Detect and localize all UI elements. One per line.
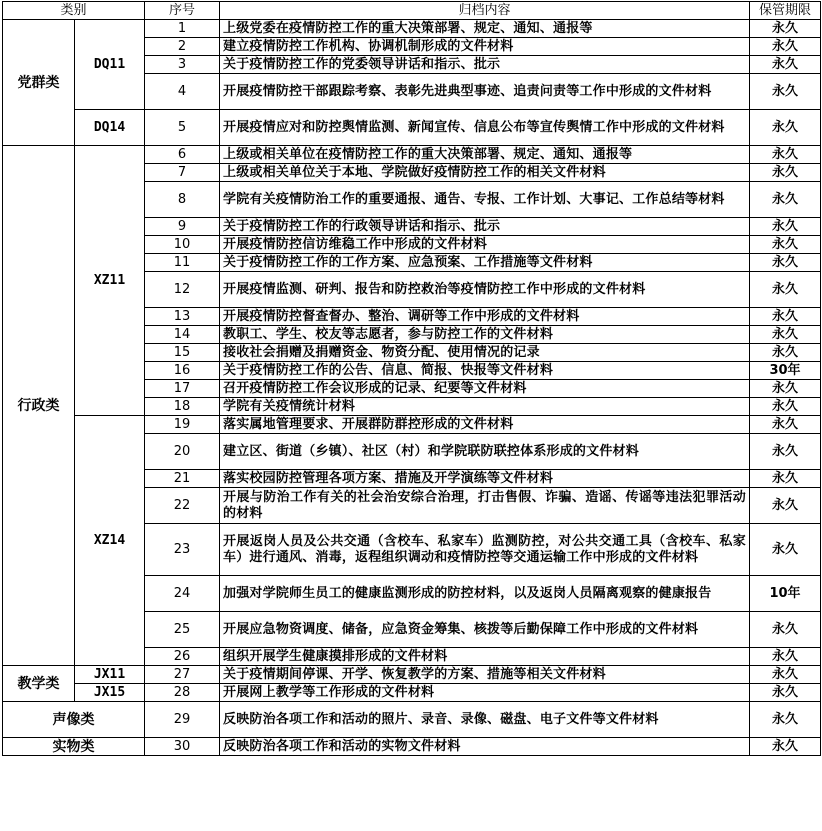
archive-table (2, 1, 821, 756)
row-number: 2 (145, 38, 220, 56)
row-period: 永久 (750, 308, 821, 326)
header-number: 序号 (145, 2, 220, 20)
row-content: 上级或相关单位关于本地、学院做好疫情防控工作的相关文件材料 (220, 164, 750, 182)
row-number: 25 (145, 612, 220, 648)
code-dq11: DQ11 (75, 20, 145, 110)
row-number: 4 (145, 74, 220, 110)
row-period: 永久 (750, 164, 821, 182)
row-number: 3 (145, 56, 220, 74)
row-content: 开展与防治工作有关的社会治安综合治理，打击售假、诈骗、造谣、传谣等违法犯罪活动的材料 (220, 488, 750, 524)
row-period: 永久 (750, 182, 821, 218)
row-number: 5 (145, 110, 220, 146)
code-dq14: DQ14 (75, 110, 145, 146)
row-period: 永久 (750, 470, 821, 488)
row-number: 7 (145, 164, 220, 182)
category-party: 党群类 (3, 20, 75, 146)
row-period: 永久 (750, 110, 821, 146)
row-period: 永久 (750, 612, 821, 648)
row-period: 永久 (750, 398, 821, 416)
row-period: 永久 (750, 524, 821, 576)
row-content: 开展应急物资调度、储备，应急资金筹集、核拨等后勤保障工作中形成的文件材料 (220, 612, 750, 648)
row-content: 开展疫情防控干部跟踪考察、表彰先进典型事迹、追责问责等工作中形成的文件材料 (220, 74, 750, 110)
row-content: 反映防治各项工作和活动的实物文件材料 (220, 738, 750, 756)
row-number: 8 (145, 182, 220, 218)
code-jx15: JX15 (75, 684, 145, 702)
table-row (3, 20, 821, 38)
row-content: 开展疫情防控督查督办、整治、调研等工作中形成的文件材料 (220, 308, 750, 326)
row-number: 27 (145, 666, 220, 684)
header-period: 保管期限 (750, 2, 821, 20)
header-row (3, 2, 821, 20)
row-number: 22 (145, 488, 220, 524)
row-content: 上级党委在疫情防控工作的重大决策部署、规定、通知、通报等 (220, 20, 750, 38)
row-period: 永久 (750, 218, 821, 236)
row-number: 11 (145, 254, 220, 272)
row-period: 永久 (750, 326, 821, 344)
row-period: 10年 (750, 576, 821, 612)
header-category: 类别 (3, 2, 145, 20)
row-period: 永久 (750, 20, 821, 38)
row-period: 30年 (750, 362, 821, 380)
row-number: 30 (145, 738, 220, 756)
row-number: 1 (145, 20, 220, 38)
row-period: 永久 (750, 434, 821, 470)
row-number: 17 (145, 380, 220, 398)
row-period: 永久 (750, 738, 821, 756)
table-row (3, 110, 821, 146)
row-content: 召开疫情防控工作会议形成的记录、纪要等文件材料 (220, 380, 750, 398)
row-content: 建立疫情防控工作机构、协调机制形成的文件材料 (220, 38, 750, 56)
row-number: 18 (145, 398, 220, 416)
row-content: 反映防治各项工作和活动的照片、录音、录像、磁盘、电子文件等文件材料 (220, 702, 750, 738)
table-row (3, 702, 821, 738)
row-number: 20 (145, 434, 220, 470)
row-content: 关于疫情防控工作的行政领导讲话和指示、批示 (220, 218, 750, 236)
row-number: 28 (145, 684, 220, 702)
row-period: 永久 (750, 684, 821, 702)
table-row (3, 738, 821, 756)
row-number: 24 (145, 576, 220, 612)
category-admin: 行政类 (3, 146, 75, 666)
row-content: 关于疫情防控工作的工作方案、应急预案、工作措施等文件材料 (220, 254, 750, 272)
row-period: 永久 (750, 380, 821, 398)
row-number: 13 (145, 308, 220, 326)
code-jx11: JX11 (75, 666, 145, 684)
category-teaching: 教学类 (3, 666, 75, 702)
row-number: 29 (145, 702, 220, 738)
row-number: 12 (145, 272, 220, 308)
table-row (3, 146, 821, 164)
category-audiovisual: 声像类 (3, 702, 145, 738)
row-content: 加强对学院师生员工的健康监测形成的防控材料，以及返岗人员隔离观察的健康报告 (220, 576, 750, 612)
row-content: 教职工、学生、校友等志愿者，参与防控工作的文件材料 (220, 326, 750, 344)
row-content: 落实校园防控管理各项方案、措施及开学演练等文件材料 (220, 470, 750, 488)
row-period: 永久 (750, 146, 821, 164)
header-content: 归档内容 (220, 2, 750, 20)
table-row (3, 416, 821, 434)
row-content: 落实属地管理要求、开展群防群控形成的文件材料 (220, 416, 750, 434)
row-period: 永久 (750, 74, 821, 110)
row-period: 永久 (750, 344, 821, 362)
row-content: 关于疫情防控工作的公告、信息、简报、快报等文件材料 (220, 362, 750, 380)
row-number: 15 (145, 344, 220, 362)
row-content: 接收社会捐赠及捐赠资金、物资分配、使用情况的记录 (220, 344, 750, 362)
row-content: 上级或相关单位在疫情防控工作的重大决策部署、规定、通知、通报等 (220, 146, 750, 164)
row-period: 永久 (750, 254, 821, 272)
row-number: 16 (145, 362, 220, 380)
row-period: 永久 (750, 702, 821, 738)
row-content: 关于疫情期间停课、开学、恢复教学的方案、措施等相关文件材料 (220, 666, 750, 684)
row-content: 开展疫情应对和防控舆情监测、新闻宣传、信息公布等宣传舆情工作中形成的文件材料 (220, 110, 750, 146)
row-number: 19 (145, 416, 220, 434)
row-content: 关于疫情防控工作的党委领导讲话和指示、批示 (220, 56, 750, 74)
row-number: 10 (145, 236, 220, 254)
row-period: 永久 (750, 38, 821, 56)
row-period: 永久 (750, 648, 821, 666)
code-xz14: XZ14 (75, 416, 145, 666)
row-period: 永久 (750, 272, 821, 308)
row-number: 26 (145, 648, 220, 666)
row-number: 6 (145, 146, 220, 164)
category-physical: 实物类 (3, 738, 145, 756)
code-xz11: XZ11 (75, 146, 145, 416)
row-content: 开展网上教学等工作形成的文件材料 (220, 684, 750, 702)
row-number: 14 (145, 326, 220, 344)
row-period: 永久 (750, 416, 821, 434)
row-content: 组织开展学生健康摸排形成的文件材料 (220, 648, 750, 666)
row-period: 永久 (750, 666, 821, 684)
table-row (3, 684, 821, 702)
row-content: 开展疫情防控信访维稳工作中形成的文件材料 (220, 236, 750, 254)
row-number: 21 (145, 470, 220, 488)
row-period: 永久 (750, 488, 821, 524)
row-content: 学院有关疫情防治工作的重要通报、通告、专报、工作计划、大事记、工作总结等材料 (220, 182, 750, 218)
row-content: 开展疫情监测、研判、报告和防控救治等疫情防控工作中形成的文件材料 (220, 272, 750, 308)
row-period: 永久 (750, 56, 821, 74)
row-content: 建立区、街道（乡镇）、社区（村）和学院联防联控体系形成的文件材料 (220, 434, 750, 470)
row-period: 永久 (750, 236, 821, 254)
row-number: 9 (145, 218, 220, 236)
row-number: 23 (145, 524, 220, 576)
table-row (3, 666, 821, 684)
row-content: 开展返岗人员及公共交通（含校车、私家车）监测防控，对公共交通工具（含校车、私家车）进行通风、消毒，返程组织调动和疫情防控等交通运输工作中形成的文件材料 (220, 524, 750, 576)
row-content: 学院有关疫情统计材料 (220, 398, 750, 416)
